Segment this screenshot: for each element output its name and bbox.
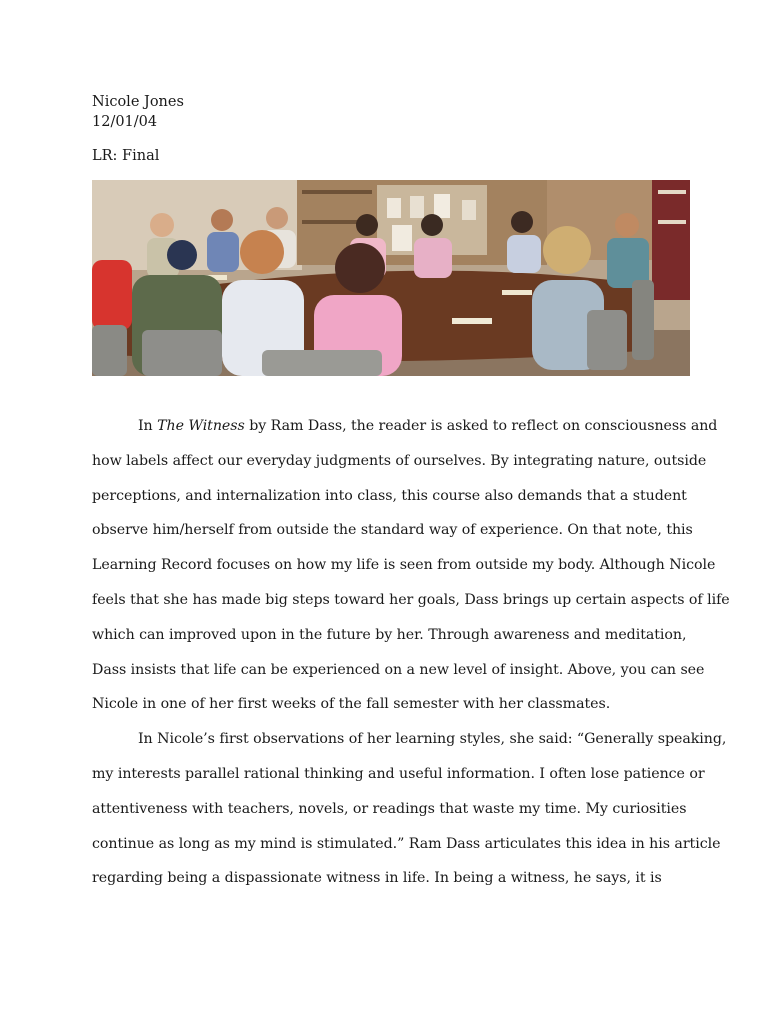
paragraph-line: Dass insists that life can be experienced on a new level of insight. Above, you can see (92, 661, 705, 678)
body-text (92, 409, 730, 896)
paragraph-2 (92, 722, 727, 896)
paragraph-line: regarding being a dispassionate witness in life. In being a witness, he says, it is (92, 870, 662, 887)
paragraph-line: my interests parallel rational thinking and useful information. I often lose patience or (92, 765, 705, 782)
classroom-photo-icon (92, 180, 690, 376)
paragraph-line: attentiveness with teachers, novels, or readings that waste my time. My curiosities (92, 800, 687, 817)
paragraph-line: Nicole in one of her first weeks of the fall semester with her classmates. (92, 696, 611, 713)
document-page (92, 92, 730, 896)
paragraph-line: observe him/herself from outside the standard way of experience. On that note, this (92, 522, 693, 539)
classroom-photo (92, 180, 690, 376)
paragraph-1 (92, 409, 730, 722)
paragraph-line: feels that she has made big steps toward her goals, Dass brings up certain aspects of life (92, 591, 730, 608)
paragraph-line: Learning Record focuses on how my life is seen from outside my body. Although Nicole (92, 557, 716, 574)
paragraph-line: In The Witness by Ram Dass, the reader is asked to reflect on consciousness and (138, 418, 718, 434)
paragraph-line: In Nicole’s first observations of her learning styles, she said: “Generally speaking, (138, 731, 727, 748)
document-date: 12/01/04 (92, 114, 158, 130)
paragraph-line: which can improved upon in the future by her. Through awareness and meditation, (92, 626, 687, 643)
document-title: LR: Final (92, 148, 160, 164)
paragraph-line: continue as long as my mind is stimulated.” Ram Dass articulates this idea in his article (92, 835, 721, 852)
author-name: Nicole Jones (92, 94, 184, 110)
paragraph-line: perceptions, and internalization into class, this course also demands that a student (92, 487, 687, 504)
book-title: The Witness (157, 418, 245, 434)
paragraph-line: how labels affect our everyday judgments of ourselves. By integrating nature, outside (92, 452, 707, 469)
